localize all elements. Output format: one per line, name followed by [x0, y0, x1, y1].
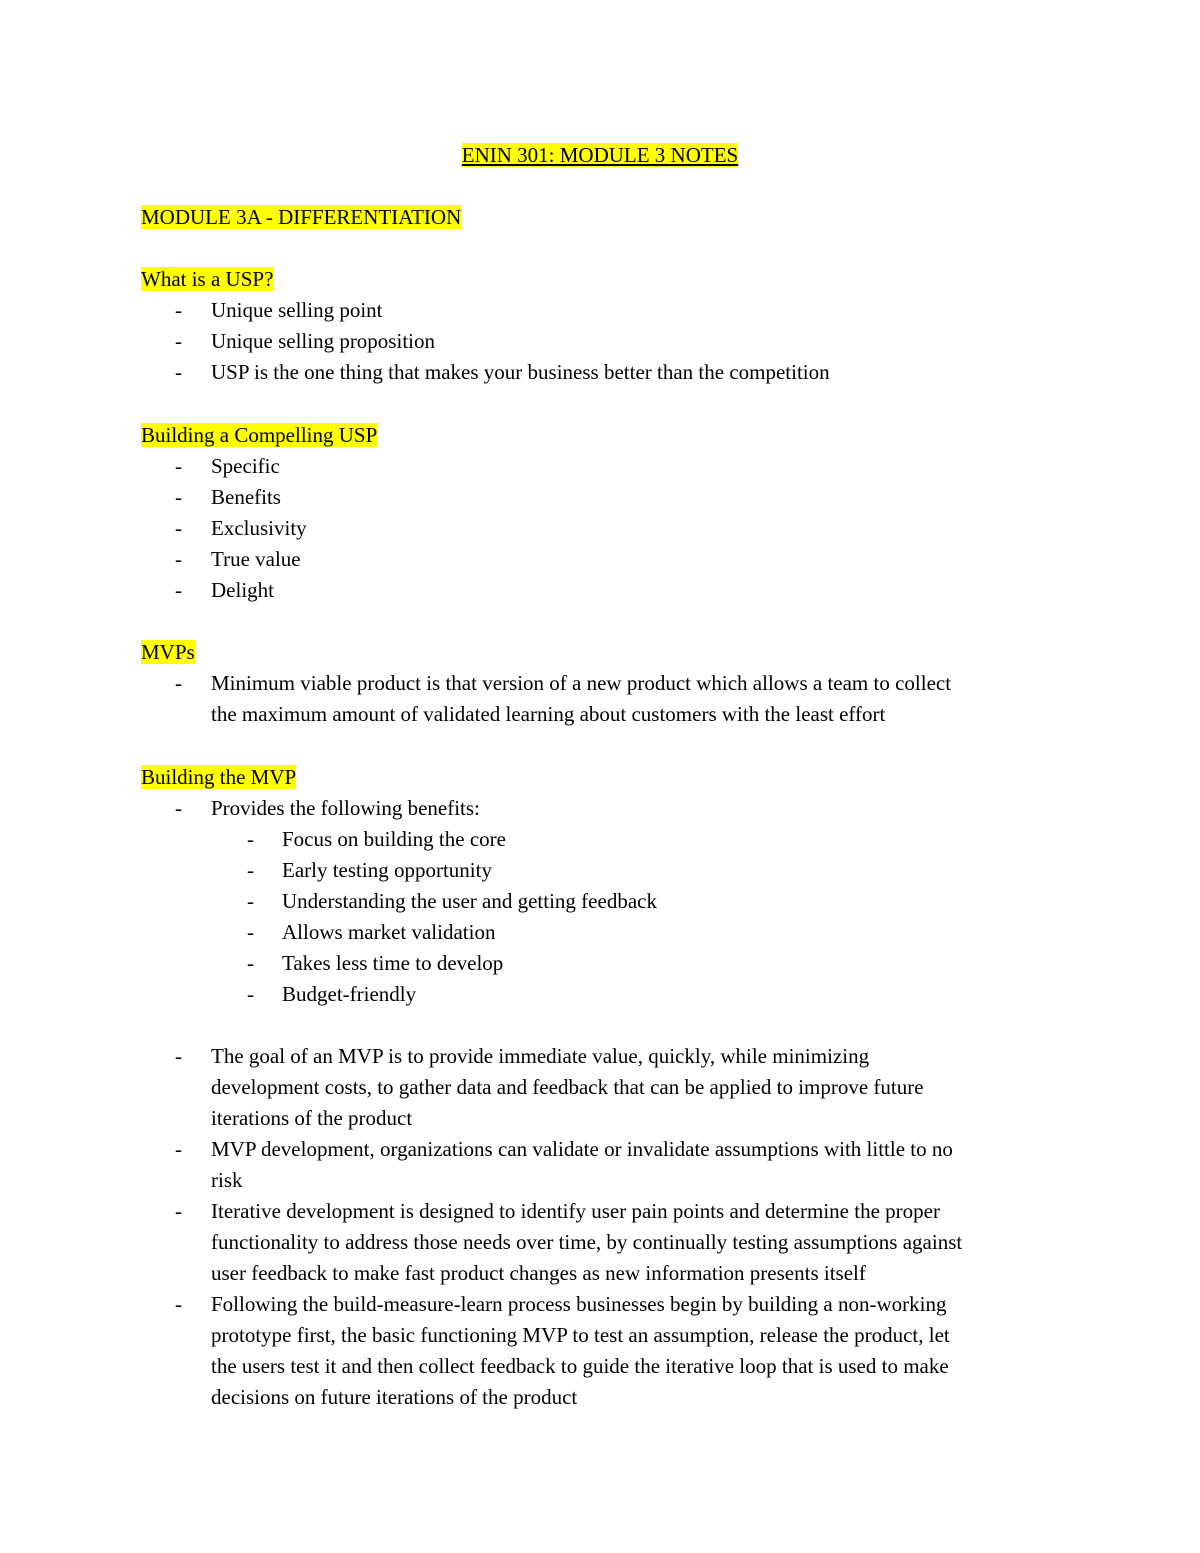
- module-heading: MODULE 3A - DIFFERENTIATION: [141, 205, 462, 229]
- list-item-line: prototype first, the basic functioning MVP to test an assumption, release the product, let: [211, 1323, 950, 1347]
- list-item: Specific: [211, 454, 280, 478]
- sub-list-item: Budget-friendly: [282, 982, 417, 1006]
- section-heading-building-mvp: Building the MVP: [141, 765, 297, 789]
- sub-list-item: Early testing opportunity: [282, 858, 492, 882]
- list-item: Delight: [211, 578, 274, 602]
- list-item: USP is the one thing that makes your business better than the competition: [211, 360, 830, 384]
- sub-bullet-dash: -: [247, 982, 254, 1006]
- list-item-line: Minimum viable product is that version of a new product which allows a team to collect: [211, 671, 952, 695]
- sub-list-item: Allows market validation: [282, 920, 496, 944]
- sub-bullet-dash: -: [247, 920, 254, 944]
- list-item-line: The goal of an MVP is to provide immediate value, quickly, while minimizing: [211, 1044, 870, 1068]
- list-item-line: functionality to address those needs over time, by continually testing assumptions against: [211, 1230, 963, 1254]
- bullet-dash: -: [175, 1137, 182, 1161]
- sub-bullet-dash: -: [247, 951, 254, 975]
- bullet-dash: -: [175, 1292, 182, 1316]
- list-item-line: decisions on future iterations of the product: [211, 1385, 578, 1409]
- bullet-dash: -: [175, 516, 182, 540]
- section-heading-usp: What is a USP?: [141, 267, 274, 291]
- bullet-dash: -: [175, 329, 182, 353]
- bullet-dash: -: [175, 547, 182, 571]
- section-heading-compelling-usp: Building a Compelling USP: [141, 423, 378, 447]
- sub-list-item: Focus on building the core: [282, 827, 506, 851]
- list-item: Provides the following benefits:: [211, 796, 480, 820]
- bullet-dash: -: [175, 1044, 182, 1068]
- list-item-line: the users test it and then collect feedback to guide the iterative loop that is used to make: [211, 1354, 949, 1378]
- section-heading-mvps: MVPs: [141, 640, 195, 664]
- list-item-line: MVP development, organizations can validate or invalidate assumptions with little to no: [211, 1137, 953, 1161]
- bullet-dash: -: [175, 454, 182, 478]
- bullet-dash: -: [175, 796, 182, 820]
- list-item-line: iterations of the product: [211, 1106, 413, 1130]
- list-item: Benefits: [211, 485, 281, 509]
- list-item-line: development costs, to gather data and feedback that can be applied to improve future: [211, 1075, 924, 1099]
- list-item: True value: [211, 547, 301, 571]
- bullet-dash: -: [175, 298, 182, 322]
- document-title: ENIN 301: MODULE 3 NOTES: [461, 143, 739, 167]
- sub-bullet-dash: -: [247, 889, 254, 913]
- list-item-line: user feedback to make fast product changes as new information presents itself: [211, 1261, 866, 1285]
- bullet-dash: -: [175, 578, 182, 602]
- bullet-dash: -: [175, 671, 182, 695]
- list-item-line: Iterative development is designed to identify user pain points and determine the proper: [211, 1199, 940, 1223]
- list-item: Exclusivity: [211, 516, 307, 540]
- bullet-dash: -: [175, 485, 182, 509]
- list-item-line: risk: [211, 1168, 243, 1192]
- list-item-line: Following the build-measure-learn process businesses begin by building a non-working: [211, 1292, 947, 1316]
- list-item: Unique selling proposition: [211, 329, 435, 353]
- list-item-line: the maximum amount of validated learning about customers with the least effort: [211, 702, 886, 726]
- sub-bullet-dash: -: [247, 858, 254, 882]
- sub-list-item: Takes less time to develop: [282, 951, 504, 975]
- sub-bullet-dash: -: [247, 827, 254, 851]
- sub-list-item: Understanding the user and getting feedback: [282, 889, 657, 913]
- bullet-dash: -: [175, 1199, 182, 1223]
- list-item: Unique selling point: [211, 298, 383, 322]
- bullet-dash: -: [175, 360, 182, 384]
